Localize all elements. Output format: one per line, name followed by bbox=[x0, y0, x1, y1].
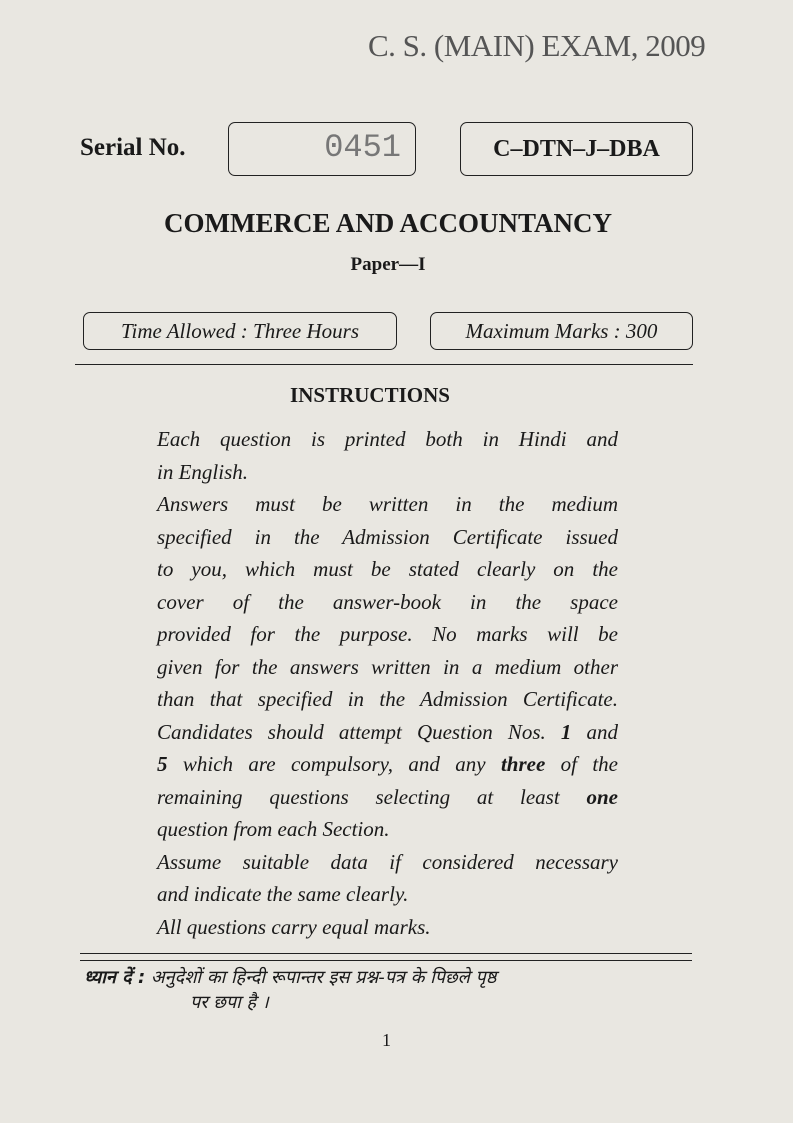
instruction-line bbox=[157, 553, 618, 586]
maximum-marks: Maximum Marks : 300 bbox=[430, 312, 693, 350]
instruction-text: question from each Section. bbox=[157, 817, 390, 841]
instruction-line bbox=[157, 618, 618, 651]
serial-number-box bbox=[228, 122, 416, 176]
page-number: 1 bbox=[382, 1030, 391, 1050]
instruction-line bbox=[157, 911, 618, 944]
serial-number: 0451 bbox=[324, 129, 401, 166]
instruction-line bbox=[157, 423, 618, 456]
instruction-text: cover of the answer-book in the space bbox=[157, 589, 618, 614]
instruction-text: Assume suitable data if considered necessary bbox=[157, 849, 618, 874]
paper-number: Paper—I bbox=[350, 254, 426, 275]
instruction-text: and indicate the same clearly. bbox=[157, 882, 409, 906]
instruction-line bbox=[157, 781, 618, 814]
instructions-heading: INSTRUCTIONS bbox=[290, 383, 450, 407]
instruction-line bbox=[157, 683, 618, 716]
instruction-text: Each question is printed both in Hindi and bbox=[157, 427, 618, 451]
instructions-list bbox=[157, 423, 618, 943]
instruction-text: and bbox=[571, 719, 618, 744]
instruction-line bbox=[157, 716, 618, 749]
hindi-note-label: ध्यान दें : bbox=[84, 967, 146, 988]
hindi-note bbox=[84, 966, 694, 990]
instruction-line bbox=[157, 586, 618, 619]
instruction-text: given for the answers written in a medium other bbox=[157, 654, 618, 679]
instruction-line bbox=[157, 456, 618, 489]
emphasis-text: three bbox=[500, 752, 546, 776]
instruction-text: Candidates should attempt Question Nos. bbox=[157, 719, 561, 744]
exam-title: C. S. (MAIN) EXAM, 2009 bbox=[368, 28, 706, 63]
instruction-text: Answers must be written in the medium bbox=[157, 492, 618, 516]
instruction-line bbox=[157, 878, 618, 911]
instruction-line bbox=[157, 813, 618, 846]
instruction-text: than that specified in the Admission Certificate. bbox=[157, 687, 618, 711]
divider bbox=[80, 960, 692, 961]
hindi-note-line2: पर छपा है । bbox=[190, 992, 269, 1013]
divider bbox=[75, 364, 693, 365]
instruction-line bbox=[157, 846, 618, 879]
instruction-text: All questions carry equal marks. bbox=[157, 914, 431, 939]
paper-code: C–DTN–J–DBA bbox=[460, 122, 693, 176]
instruction-text: provided for the purpose. No marks will be bbox=[157, 622, 618, 646]
instruction-line bbox=[157, 521, 618, 554]
serial-label: Serial No. bbox=[80, 134, 186, 161]
instruction-text: to you, which must be stated clearly on the bbox=[157, 557, 618, 581]
instruction-line bbox=[157, 748, 618, 781]
instruction-text: in English. bbox=[157, 459, 249, 484]
subject-title: COMMERCE AND ACCOUNTANCY bbox=[164, 208, 612, 238]
instruction-text: remaining questions selecting at least bbox=[157, 784, 587, 809]
instruction-text: of the bbox=[545, 752, 618, 776]
hindi-note-line1: अनुदेशों का हिन्दी रूपान्तर इस प्रश्न-पत्र के पिछले पृष्ठ bbox=[150, 967, 497, 988]
emphasis-text: 1 bbox=[560, 719, 572, 744]
instruction-line bbox=[157, 488, 618, 521]
instruction-text: which are compulsory, and any bbox=[167, 752, 501, 776]
instruction-line bbox=[157, 651, 618, 684]
emphasis-text: one bbox=[586, 784, 618, 809]
divider bbox=[80, 953, 692, 954]
emphasis-text: 5 bbox=[157, 752, 168, 776]
time-allowed: Time Allowed : Three Hours bbox=[83, 312, 397, 350]
instruction-text: specified in the Admission Certificate issued bbox=[157, 524, 618, 549]
